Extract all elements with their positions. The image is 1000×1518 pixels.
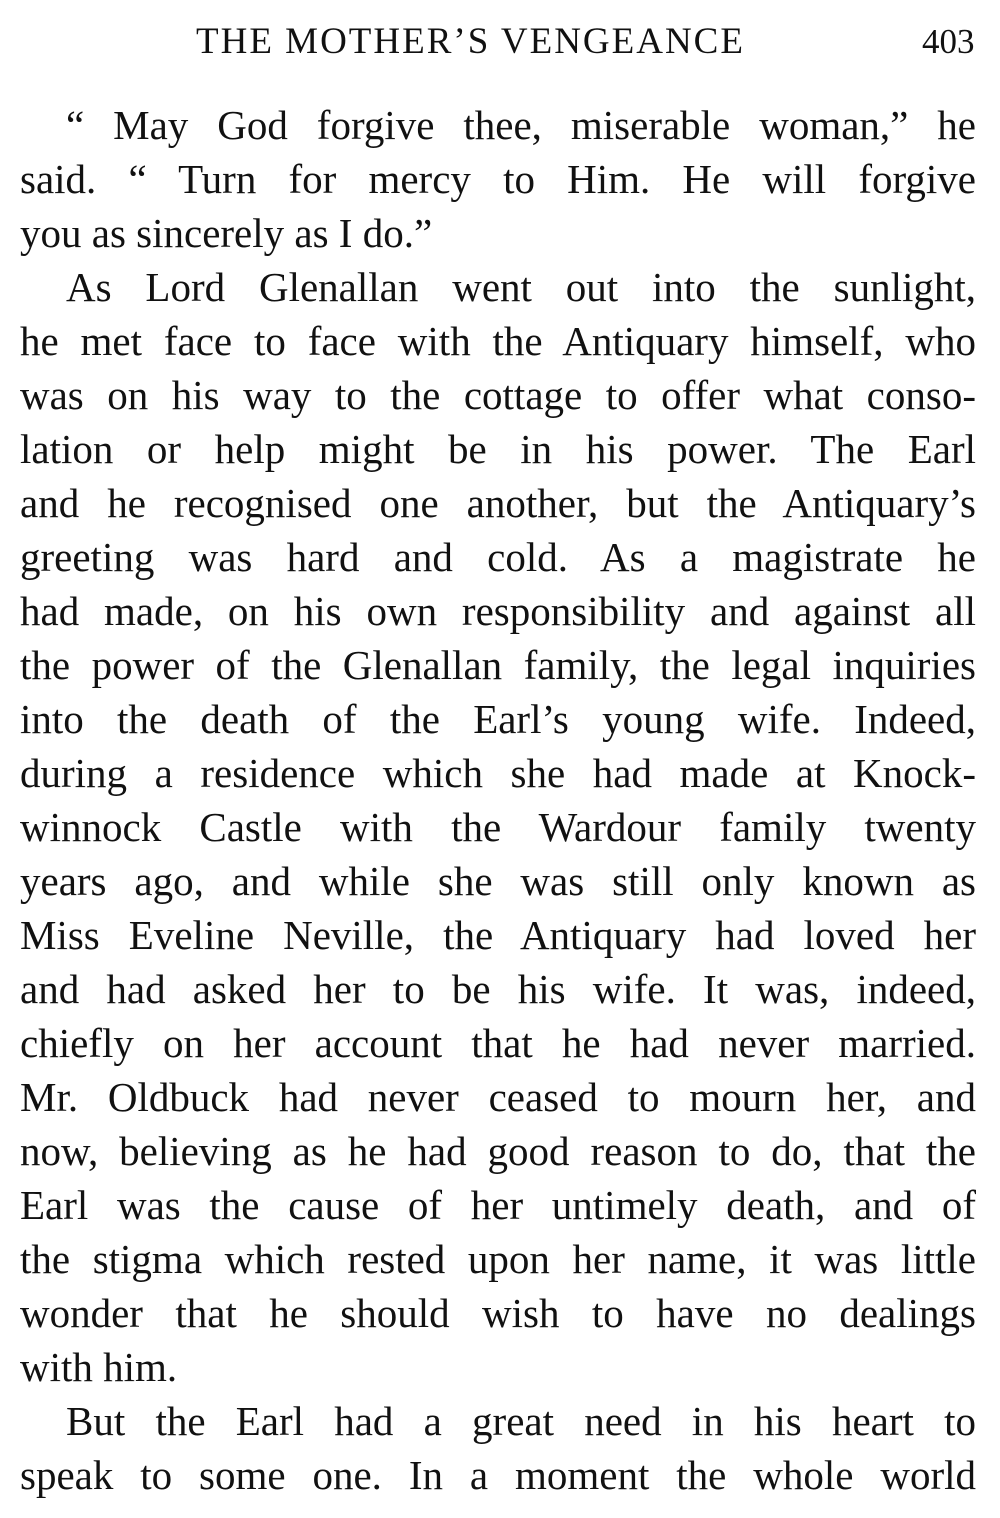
- text-line: during a residence which she had made at Knock-: [20, 750, 976, 796]
- text-line: Earl was the cause of her untimely death, and of: [20, 1182, 976, 1228]
- text-line: wonder that he should wish to have no dealings: [20, 1290, 976, 1336]
- text-line: Miss Eveline Neville, the Antiquary had loved her: [20, 912, 976, 958]
- running-title: THE MOTHER’S VENGEANCE: [196, 21, 745, 62]
- text-line: As Lord Glenallan went out into the sunlight,: [66, 264, 976, 310]
- text-line: lation or help might be in his power. The Earl: [20, 426, 976, 472]
- text-line: chiefly on her account that he had never married.: [20, 1020, 976, 1066]
- text-line: the power of the Glenallan family, the legal inquiries: [20, 642, 976, 688]
- text-line: But the Earl had a great need in his heart to: [66, 1398, 976, 1444]
- text-line: speak to some one. In a moment the whole world: [20, 1452, 976, 1498]
- text-line: “ May God forgive thee, miserable woman,” he: [66, 102, 976, 148]
- page-header: [0, 14, 1000, 70]
- text-line: the stigma which rested upon her name, it was little: [20, 1236, 976, 1282]
- text-line: and he recognised one another, but the Antiquary’s: [20, 480, 976, 526]
- text-line: you as sincerely as I do.”: [20, 210, 433, 256]
- text-line: Mr. Oldbuck had never ceased to mourn her, and: [20, 1074, 976, 1120]
- text-line: was on his way to the cottage to offer what conso-: [20, 372, 976, 418]
- text-line: greeting was hard and cold. As a magistrate he: [20, 534, 976, 580]
- text-line: with him.: [20, 1344, 178, 1390]
- text-line: and had asked her to be his wife. It was, indeed,: [20, 966, 976, 1012]
- text-line: winnock Castle with the Wardour family twenty: [20, 804, 976, 850]
- page-number: 403: [922, 22, 975, 61]
- text-line: had made, on his own responsibility and against all: [20, 588, 976, 634]
- text-line: years ago, and while she was still only known as: [20, 858, 976, 904]
- text-line: said. “ Turn for mercy to Him. He will forgive: [20, 156, 976, 202]
- text-line: he met face to face with the Antiquary himself, who: [20, 318, 976, 364]
- text-line: now, believing as he had good reason to do, that the: [20, 1128, 976, 1174]
- text-line: into the death of the Earl’s young wife. Indeed,: [20, 696, 976, 742]
